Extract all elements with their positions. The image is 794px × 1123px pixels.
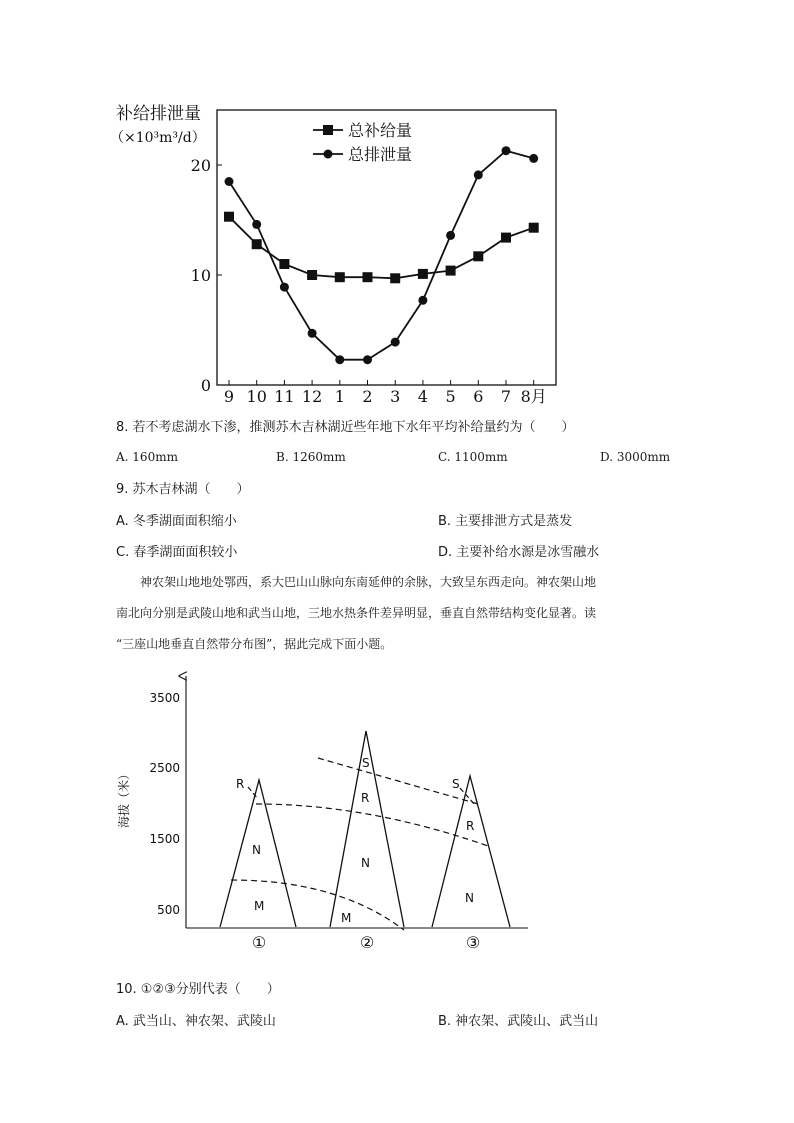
diagram-ylabel: 海拔（米） [117,767,131,829]
passage-line-2: 南北向分别是武陵山地和武当山地，三地水热条件差异明显，垂直自然带结构变化显著。读 [116,606,597,620]
series-1-point [390,273,400,283]
chart-ytick-label: 0 [200,376,211,395]
mountain-3-zone-s: S [452,777,460,791]
series-1-point [279,259,289,269]
q8-option-c[interactable]: C. 1100mm [438,450,508,464]
mountain-1-boundary-upper [256,804,488,846]
chart-xtick-label: 11 [274,387,295,405]
q10-option-b[interactable]: B. 神农架、武陵山、武当山 [438,1014,599,1029]
chart-xtick-label: 7 [500,387,512,405]
chart-ylabel-line2: （×10³m³/d） [110,130,206,146]
chart-xtick-label: 10 [246,387,267,405]
series-2-point [335,355,344,364]
mountain-2-zone-s: S [362,756,370,770]
legend-label-1: 总补给量 [348,121,413,140]
chart-ytick-label: 20 [190,156,211,175]
chart-xtick-label: 5 [445,387,456,405]
mountain-3-zone-n: N [465,891,474,905]
series-line-2 [229,151,534,360]
q9-option-b[interactable]: B. 主要排泄方式是蒸发 [438,514,573,529]
mountain-zone-diagram [108,668,538,958]
series-2-point [474,170,483,179]
series-2-point [252,220,261,229]
series-2-point [446,231,455,240]
mountain-3-zone-r: R [466,819,475,833]
series-1-point [224,212,234,222]
series-2-point [529,154,538,163]
series-line-1 [229,217,534,279]
q9-stem: 9. 苏木吉林湖（ ） [116,482,250,497]
mountain-2-zone-r: R [361,791,370,805]
series-2-point [391,338,400,347]
passage-line-3: “三座山地垂直自然带分布图”，据此完成下面小题。 [116,637,393,651]
series-1-point [252,239,262,249]
series-1-point [335,272,345,282]
q9-option-d[interactable]: D. 主要补给水源是冰雪融水 [438,545,600,560]
chart-xtick-label: 2 [362,387,373,405]
mountain-2-zone-m: M [341,911,352,925]
mountain-2-label: ② [359,933,375,952]
chart-legend [313,121,412,164]
series-1-point [446,266,456,276]
mountain-1-label: ① [251,933,267,952]
q10-stem: 10. ①②③分别代表（ ） [116,982,280,997]
chart-xtick-label: 9 [223,387,235,405]
series-1-point [501,233,511,243]
diagram-ytick-1500: 1500 [149,832,180,846]
series-1-point [418,269,428,279]
q9-option-a[interactable]: A. 冬季湖面面积缩小 [116,514,237,529]
mountain-1-zone-r: R [236,777,245,791]
chart-ytick-label: 10 [190,266,211,285]
mountain-1-zone-n: N [252,843,261,857]
q8-option-b[interactable]: B. 1260mm [276,450,346,464]
chart-xtick-label: 4 [417,387,428,405]
diagram-ytick-3500: 3500 [149,691,180,705]
series-1-point [307,270,317,280]
q9-option-c[interactable]: C. 春季湖面面积较小 [116,545,238,560]
series-2-point [308,329,317,338]
legend-marker-1 [323,125,333,135]
diagram-ytick-500: 500 [157,903,180,917]
series-2-point [280,283,289,292]
q8-stem: 8. 若不考虑湖水下渗，推测苏木吉林湖近些年地下水年平均补给量约为（ ） [116,420,575,435]
q8-option-a[interactable]: A. 160mm [116,450,178,464]
q8-option-d[interactable]: D. 3000mm [600,450,671,464]
series-1-point [529,223,539,233]
legend-marker-2 [324,150,333,159]
diagram-ytick-2500: 2500 [149,761,180,775]
chart-xtick-label: 8月 [520,387,547,405]
series-2-point [502,146,511,155]
mountain-2-zone-n: N [361,856,370,870]
mountain-1-zone-m: M [254,899,265,913]
chart-xtick-label: 1 [334,387,345,405]
recharge-discharge-chart [108,95,568,405]
chart-xtick-label: 6 [473,387,484,405]
passage-line-1: 神农架山地地处鄂西，系大巴山山脉向东南延伸的余脉，大致呈东西走向。神农架山地 [140,575,597,589]
chart-xtick-label: 3 [390,387,401,405]
legend-label-2: 总排泄量 [348,145,413,164]
series-2-point [363,355,372,364]
series-2-point [418,296,427,305]
series-2-point [225,177,234,186]
series-1-point [363,272,373,282]
mountain-3-label: ③ [465,933,481,952]
chart-ylabel-line1: 补给排泄量 [116,104,201,124]
chart-xtick-label: 12 [301,387,323,405]
series-1-point [473,251,483,261]
q10-option-a[interactable]: A. 武当山、神农架、武陵山 [116,1014,276,1029]
